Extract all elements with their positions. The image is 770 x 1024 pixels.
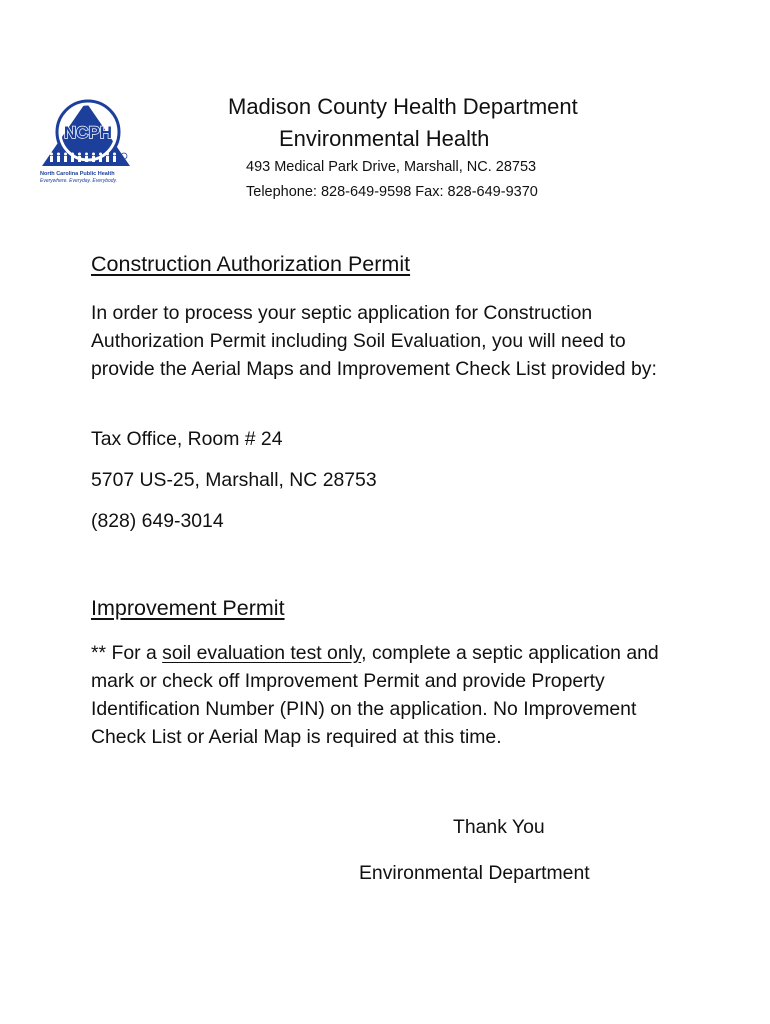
logo-caption-name: North Carolina Public Health	[40, 171, 115, 177]
logo-caption-tagline: Everywhere. Everyday. Everybody.	[40, 178, 118, 184]
improvement-permit-title: Improvement Permit	[91, 596, 285, 620]
improvement-body-prefix: ** For a	[91, 642, 163, 664]
organization-name: Madison County Health Department	[228, 94, 578, 119]
tax-office-phone: (828) 649-3014	[91, 510, 224, 532]
construction-permit-body: In order to process your septic application for Construction Authorization Permit including Soil Evaluation, you will need to provide the Aerial Maps and Improvement Check List provided by:	[91, 302, 657, 380]
closing-signature: Environmental Department	[359, 862, 590, 884]
tax-office-room: Tax Office, Room # 24	[91, 428, 283, 450]
division-name: Environmental Health	[279, 126, 490, 151]
construction-permit-title: Construction Authorization Permit	[91, 252, 411, 276]
ncph-logo-graphic	[38, 98, 134, 178]
improvement-permit-body	[91, 639, 691, 751]
soil-evaluation-emphasis: soil evaluation test only	[162, 642, 362, 664]
logo-initials: NCPH	[63, 123, 113, 142]
closing-thanks: Thank You	[453, 816, 545, 838]
tax-office-address: 5707 US-25, Marshall, NC 28753	[91, 469, 377, 491]
header-address: 493 Medical Park Drive, Marshall, NC. 28753	[246, 159, 537, 175]
header-phone-fax: Telephone: 828-649-9598 Fax: 828-649-9370	[246, 184, 538, 200]
improvement-body-suffix: , complete a septic application and mark or check off Improvement Permit and provide Property Identification Number (PIN) on the application. No Improvement Check List or Aerial Map is required at this time.	[91, 642, 659, 748]
